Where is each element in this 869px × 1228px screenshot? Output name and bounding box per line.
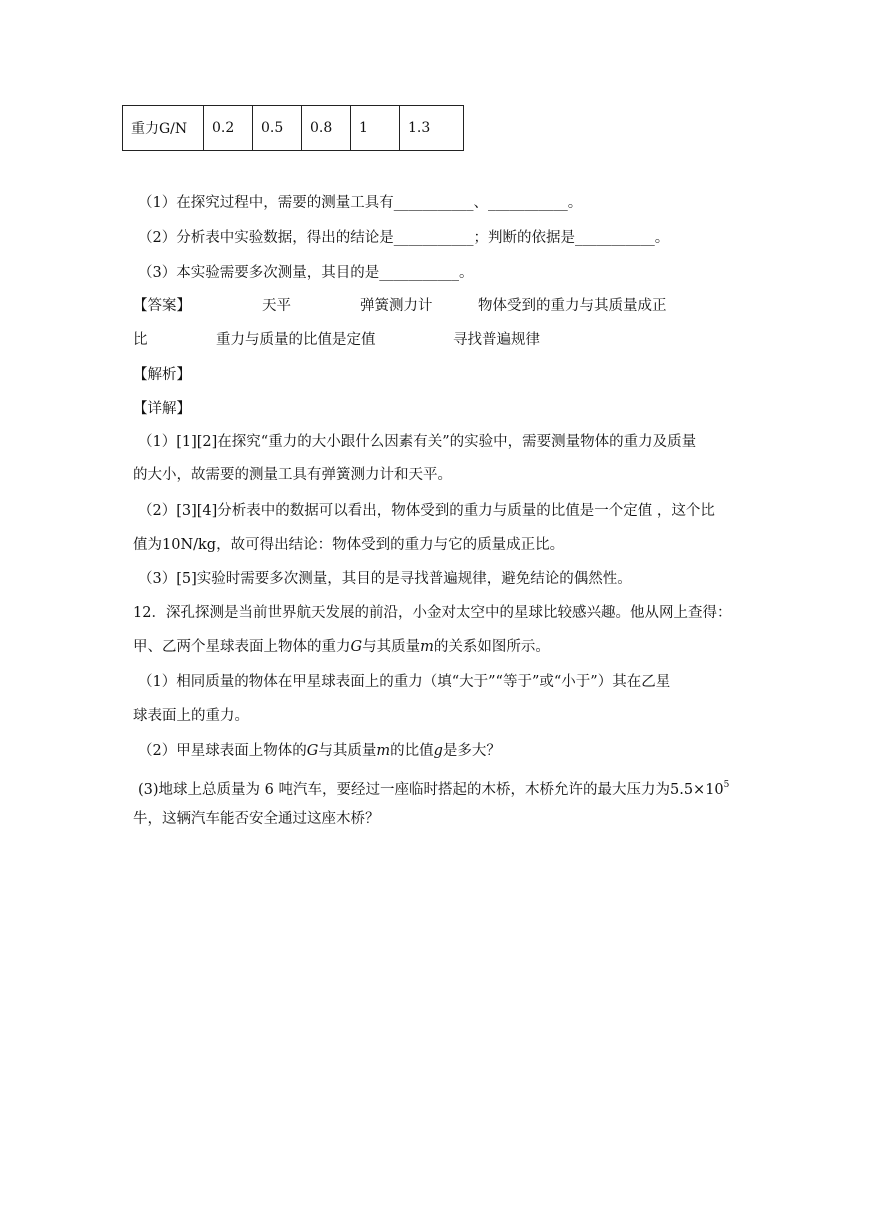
q12-sub1-line2: 球表面上的重力。 [133, 708, 249, 724]
table-header-cell: 重力G/N [123, 106, 204, 151]
q12-sub3-line2: 牛，这辆汽车能否安全通过这座木桥？ [133, 811, 380, 827]
detail-p1-line1: （1）[1][2]在探究“重力的大小跟什么因素有关”的实验中，需要测量物体的重力及质量 [138, 434, 697, 450]
table-cell: 0.8 [302, 106, 351, 151]
q12-line1: 12．深孔探测是当前世界航天发展的前沿，小金对太空中的星球比较感兴趣。他从网上查得： [133, 605, 732, 621]
max-force-value: $5.5\times 10^5$ [669, 780, 730, 798]
answer-label: 【答案】 [133, 298, 191, 314]
detail-label: 【详解】 [133, 401, 191, 417]
data-table [122, 105, 464, 151]
table-row [123, 106, 464, 151]
answer-5: 寻找普遍规律 [453, 332, 540, 348]
answer-4: 重力与质量的比值是定值 [216, 332, 376, 348]
q12-sub1-line1: （1）相同质量的物体在甲星球表面上的重力（填“大于”“等于”或“小于”）其在乙星 [138, 674, 671, 690]
analysis-label: 【解析】 [133, 367, 191, 383]
table-cell: 1 [351, 106, 400, 151]
question-2: （2）分析表中实验数据，得出的结论是___________；判断的依据是___________。 [138, 230, 670, 246]
answer-3-part1: 物体受到的重力与其质量成正 [478, 298, 667, 314]
q12-line2: 甲、乙两个星球表面上物体的重力G与其质量m的关系如图所示。 [133, 639, 550, 655]
q12-sub3-line1: (3)地球上总质量为 6 吨汽车，要经过一座临时搭起的木桥，木桥允许的最大压力为$5.5\times 10^5$ [138, 780, 730, 798]
question-1: （1）在探究过程中，需要的测量工具有___________、___________。 [138, 195, 583, 211]
q12-sub2: （2）甲星球表面上物体的G与其质量m的比值g是多大？ [138, 743, 501, 759]
answer-2: 弹簧测力计 [360, 298, 433, 314]
detail-p2-line2: 值为10N/kg，故可得出结论：物体受到的重力与它的质量成正比。 [133, 537, 565, 553]
detail-p3: （3）[5]实验时需要多次测量，其目的是寻找普遍规律，避免结论的偶然性。 [138, 571, 632, 587]
answer-3-part2: 比 [133, 332, 148, 348]
table-cell: 0.2 [204, 106, 253, 151]
answer-1: 天平 [262, 298, 291, 314]
table-cell: 0.5 [253, 106, 302, 151]
question-3: （3）本实验需要多次测量，其目的是___________。 [138, 265, 474, 281]
detail-p2-line1: （2）[3][4]分析表中的数据可以看出，物体受到的重力与质量的比值是一个定值 ，这个比 [138, 503, 715, 519]
table-cell: 1.3 [400, 106, 464, 151]
detail-p1-line2: 的大小，故需要的测量工具有弹簧测力计和天平。 [133, 467, 452, 483]
